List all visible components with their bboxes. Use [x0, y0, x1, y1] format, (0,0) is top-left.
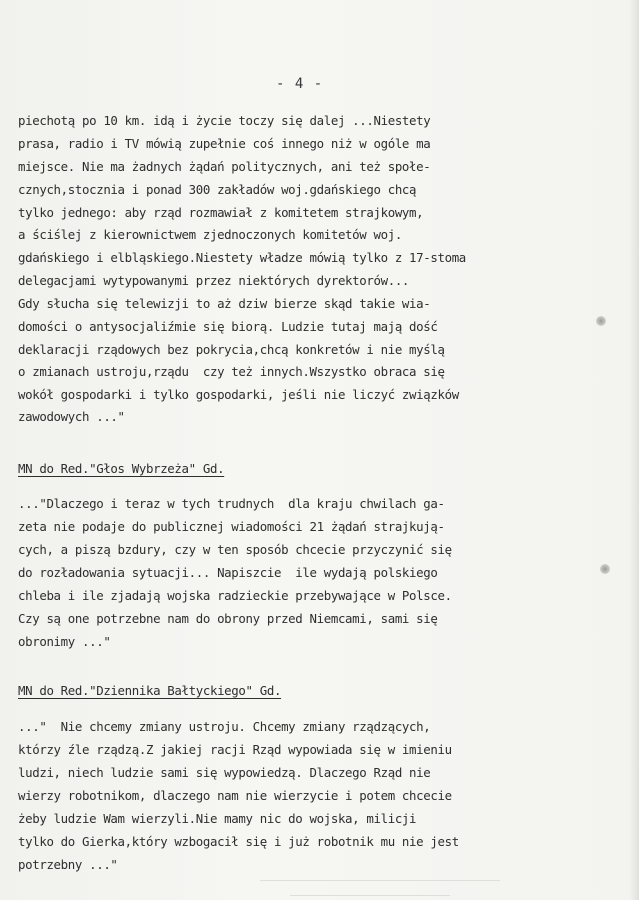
text-line: gdańskiego i elbląskiego.Niestety władze mówią tylko z 17-stoma [18, 250, 466, 265]
bleed-through-line [290, 895, 450, 896]
text-line: ludzi, niech ludzie sami się wypowiedzą. Dlaczego Rząd nie [18, 765, 431, 780]
text-line: o zmianach ustroju,rządu czy też innych.Wszystko obraca się [18, 364, 445, 379]
text-line: zawodowych ..." [18, 409, 125, 424]
text-line: a ściślej z kierownictwem zjednoczonych komitetów woj. [18, 227, 402, 242]
bleed-through-line [260, 880, 500, 881]
text-line: prasa, radio i TV mówią zupełnie coś innego niż w ogóle ma [18, 136, 431, 151]
punch-hole-mark [596, 316, 606, 326]
text-line: Czy są one potrzebne nam do obrony przed Niemcami, sami się [18, 611, 438, 626]
text-line: wierzy robotnikom, dlaczego nam nie wierzycie i potem chcecie [18, 788, 452, 803]
text-line: obronimy ..." [18, 634, 111, 649]
text-line: miejsce. Nie ma żadnych żądań politycznych, ani też społe- [18, 159, 431, 174]
text-line: Gdy słucha się telewizji to aż dziw bierze skąd takie wia- [18, 296, 431, 311]
text-line: żeby ludzie Wam wierzyli.Nie mamy nic do wojska, milicji [18, 811, 417, 826]
text-line: deklaracji rządowych bez pokrycia,chcą konkretów i nie myślą [18, 342, 445, 357]
text-line: chleba i ile zjadają wojska radzieckie przebywające w Polsce. [18, 588, 452, 603]
text-line: zeta nie podaje do publicznej wiadomości 21 żądań strajkują- [18, 519, 445, 534]
page-edge-shadow [629, 0, 639, 900]
page-number: - 4 - [276, 76, 324, 92]
section-heading-glos-wybrzeza: MN do Red."Głos Wybrzeża" Gd. [18, 461, 225, 476]
text-line: wokół gospodarki i tylko gospodarki, jeśli nie liczyć związków [18, 387, 459, 402]
text-line: ..." Nie chcemy zmiany ustroju. Chcemy zmiany rządzących, [18, 719, 431, 734]
text-line: potrzebny ..." [18, 857, 118, 872]
section-heading-dziennik-baltycki: MN do Red."Dziennika Bałtyckiego" Gd. [18, 683, 282, 698]
text-line: tylko do Gierka,który wzbogacił się i już robotnik mu nie jest [18, 834, 459, 849]
text-line: domości o antysocjaliźmie się biorą. Ludzie tutaj mają dość [18, 319, 438, 334]
text-line: cznych,stocznia i ponad 300 zakładów woj.gdańskiego chcą [18, 182, 417, 197]
text-line: delegacjami wytypowanymi przez niektórych dyrektorów... [18, 273, 410, 288]
punch-hole-mark [600, 564, 610, 574]
text-line: tylko jednego: aby rząd rozmawiał z komitetem strajkowym, [18, 205, 424, 220]
text-line: do rozładowania sytuacji... Napiszcie ile wydają polskiego [18, 565, 438, 580]
text-line: którzy źle rządzą.Z jakiej racji Rząd wypowiada się w imieniu [18, 742, 452, 757]
text-line: ..."Dlaczego i teraz w tych trudnych dla kraju chwilach ga- [18, 496, 445, 511]
text-line: cych, a piszą bzdury, czy w ten sposób chcecie przyczynić się [18, 542, 452, 557]
text-line: piechotą po 10 km. idą i życie toczy się dalej ...Niestety [18, 113, 431, 128]
